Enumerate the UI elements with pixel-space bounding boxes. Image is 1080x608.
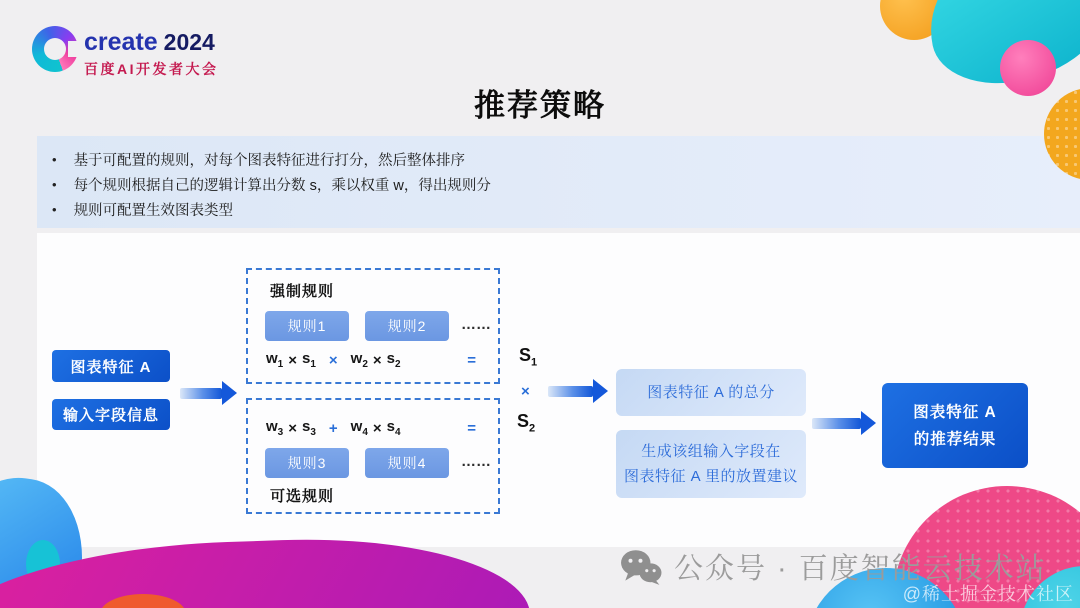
arrow-shaft	[180, 388, 222, 399]
suggestion-line2: 图表特征 A 里的放置建议	[623, 468, 798, 485]
term-w3: $w_3$	[266, 418, 284, 438]
wechat-icon	[620, 549, 662, 585]
ellipsis-text: ……	[461, 316, 491, 333]
arrow-head	[593, 379, 608, 403]
multiply-sign: ×	[288, 419, 297, 437]
multiply-sign: ×	[372, 351, 382, 369]
score-s2: $S_2$	[517, 411, 536, 435]
optional-rules-group	[246, 398, 500, 514]
score-multiply-operator: ×	[521, 383, 530, 400]
term-w4: $w_4$	[350, 418, 368, 438]
rule1-chip: 规则1	[265, 311, 349, 341]
term-w1: $w_1$	[266, 350, 284, 370]
arrow-head	[222, 381, 237, 405]
bullet-text: 规则可配置生效图表类型	[73, 203, 234, 219]
logo-c-icon	[32, 26, 78, 72]
multiply-sign: ×	[372, 419, 382, 437]
equals-sign: =	[467, 419, 476, 437]
suggestion-line1: 生成该组输入字段在	[641, 443, 781, 460]
equals-sign: =	[467, 351, 476, 369]
arrow-head	[861, 411, 876, 435]
rule2-chip: 规则2	[365, 311, 449, 341]
output-total-text: 图表特征 A 的总分	[647, 384, 775, 401]
logo-year: 2024	[163, 29, 215, 55]
arrow-right-icon	[180, 381, 237, 405]
optional-formula	[266, 418, 488, 438]
term-w2: $w_2$	[350, 350, 368, 370]
term-s2: $s_2$	[386, 350, 401, 370]
mandatory-rules-label: 强制规则	[270, 283, 335, 300]
optional-rules-label: 可选规则	[270, 488, 335, 505]
output-placement-suggestion-box	[616, 430, 806, 498]
operator-plus: +	[328, 419, 338, 437]
arrow-right-icon	[812, 411, 876, 435]
arrow-right-icon	[548, 379, 608, 403]
bullet-text: 基于可配置的规则，对每个图表特征进行打分，然后整体排序	[73, 153, 466, 169]
arrow-shaft	[548, 386, 593, 397]
rule4-chip: 规则4	[365, 448, 449, 478]
operator-multiply: ×	[328, 351, 338, 369]
bullet-item	[52, 147, 491, 172]
rule3-chip: 规则3	[265, 448, 349, 478]
bullet-marker: •	[52, 152, 57, 167]
result-line1: 图表特征 A	[913, 403, 997, 421]
input-fields-box: 输入字段信息	[52, 399, 170, 430]
output-total-score-box	[616, 369, 806, 416]
page-title: 推荐策略	[474, 88, 606, 123]
bullet-list	[52, 147, 491, 222]
bullet-item	[52, 172, 491, 197]
bullet-marker: •	[52, 202, 57, 217]
mandatory-formula	[266, 350, 488, 370]
bullet-item	[52, 197, 491, 222]
wechat-account-label: 公众号 · 百度智能云技术站	[674, 553, 1047, 585]
recommendation-result-box	[882, 383, 1028, 468]
bullet-text: 每个规则根据自己的逻辑计算出分数 s，乘以权重 w，得出规则分	[73, 178, 491, 194]
term-s4: $s_4$	[386, 418, 401, 438]
input-chart-feature-box: 图表特征 A	[52, 350, 170, 382]
logo-subtitle: 百度AI开发者大会	[84, 61, 219, 77]
score-s1: $S_1$	[519, 345, 538, 369]
bullet-marker: •	[52, 177, 57, 192]
community-credit-watermark: @稀土掘金技术社区	[902, 584, 1074, 604]
multiply-sign: ×	[288, 351, 297, 369]
mandatory-rules-group	[246, 268, 500, 384]
ellipsis-text: ……	[461, 453, 491, 470]
term-s1: $s_1$	[302, 350, 316, 370]
arrow-shaft	[812, 418, 861, 429]
logo-brand: create	[84, 28, 158, 56]
result-line2: 的推荐结果	[913, 430, 997, 448]
term-s3: $s_3$	[302, 418, 316, 438]
